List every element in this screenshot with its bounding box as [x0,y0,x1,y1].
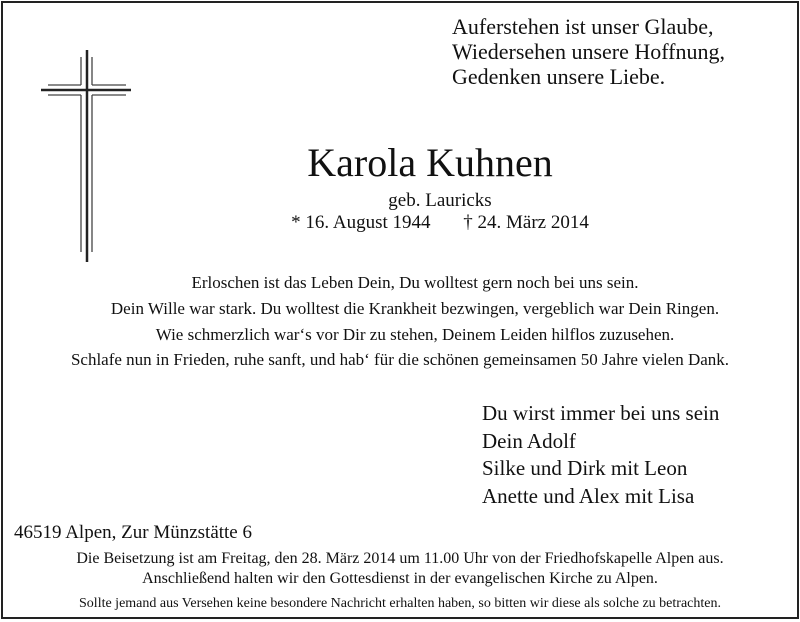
funeral-info: Die Beisetzung ist am Freitag, den 28. März 2014 um 11.00 Uhr von der Friedhofskapelle Alpen aus. [76,550,724,567]
funeral-info: Anschließend halten wir den Gottesdienst in der evangelischen Kirche zu Alpen. [142,570,658,587]
life-dates [0,212,800,234]
motto [452,14,725,89]
mourner-line: Du wirst immer bei uns sein [482,401,720,425]
motto-line: Wiedersehen unsere Hoffnung, [452,39,726,64]
verse-line: Schlafe nun in Frieden, ruhe sanft, und hab‘ für die schönen gemeinsamen 50 Jahre vielen Dank. [70,350,730,369]
deceased-name: Karola Kuhnen [307,140,553,185]
death-date: † 24. März 2014 [463,212,589,233]
motto-line: Gedenken unsere Liebe. [452,64,666,89]
verse-line: Wie schmerzlich war‘s vor Dir zu stehen, Deinem Leiden hilflos zuzusehen. [155,325,675,344]
verse-line: Erloschen ist das Leben Dein, Du wolltest gern noch bei uns sein. [191,273,639,292]
mourner-line: Anette und Alex mit Lisa [482,483,695,508]
birth-name: geb. Lauricks [388,190,492,211]
mourner-line: Silke und Dirk mit Leon [482,456,688,480]
mourner-line: Dein Adolf [482,428,576,453]
mourners [482,400,719,510]
notice-note: Sollte jemand aus Versehen keine besondere Nachricht erhalten haben, so bitten wir diese als solche zu betrachten. [79,596,721,611]
birth-date: * 16. August 1944 [291,212,431,233]
verse-line: Dein Wille war stark. Du wolltest die Krankheit bezwingen, vergeblich war Dein Ringen. [110,299,720,318]
address: 46519 Alpen, Zur Münzstätte 6 [14,522,252,543]
motto-line: Auferstehen ist unser Glaube, [452,14,714,39]
